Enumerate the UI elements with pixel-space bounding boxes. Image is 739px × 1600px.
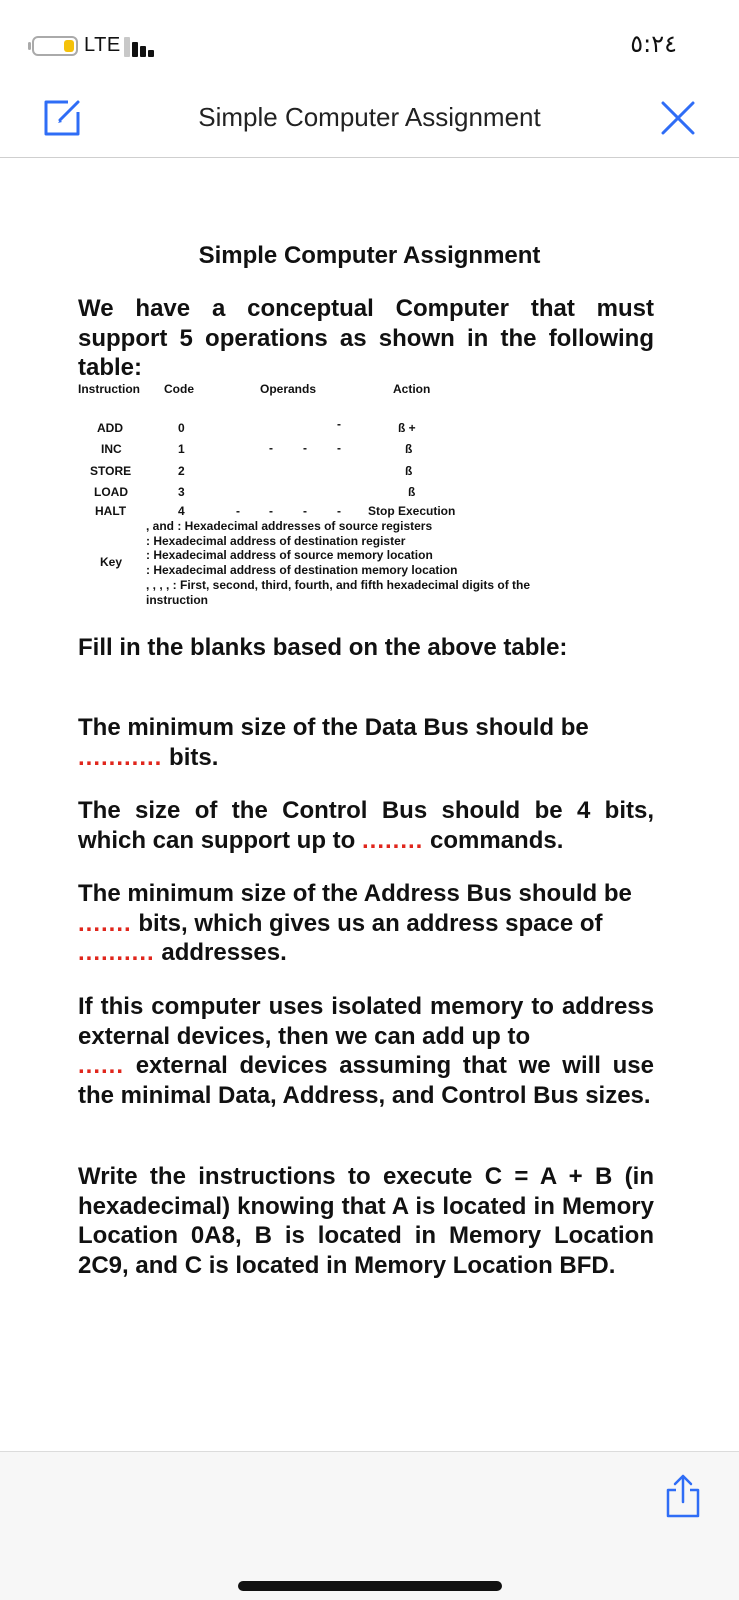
header-title: Simple Computer Assignment [198, 102, 541, 132]
table-cell-instruction: ADD [97, 421, 123, 435]
question-external-devices [78, 992, 654, 1110]
table-cell-code: 4 [178, 504, 185, 518]
clock: ٥:٢٤ [630, 30, 677, 58]
share-button[interactable] [664, 1474, 702, 1518]
status-bar [0, 0, 739, 80]
table-cell-action: ß [408, 485, 416, 499]
question-text: addresses. [154, 939, 287, 966]
table-cell-operand: - [337, 417, 341, 431]
answer-blank: ...... [78, 1052, 125, 1079]
network-type: LTE [84, 34, 121, 56]
table-key-label: Key [100, 555, 123, 569]
key-line: : Hexadecimal address of destination register [146, 533, 406, 548]
fill-instruction: Fill in the blanks based on the above table: [78, 634, 568, 661]
table-cell-code: 3 [178, 485, 185, 499]
answer-blank: ........... [78, 743, 163, 771]
table-cell-operand: - [337, 441, 341, 455]
question-text: commands. [423, 826, 564, 854]
table-header-code: Code [164, 382, 194, 396]
question-control-bus [78, 796, 654, 855]
question-text: bits. [162, 743, 219, 771]
table-cell-code: 1 [178, 442, 185, 456]
key-line: instruction [146, 592, 208, 607]
table-cell-operand: - [303, 441, 307, 455]
table-cell-action: ß [405, 464, 413, 478]
document-viewer[interactable] [0, 160, 739, 1450]
close-button[interactable] [660, 100, 696, 136]
table-cell-instruction: HALT [95, 504, 127, 518]
question-text: external devices assuming that we will use the minimal Data, Address, and Control Bus sizes. [78, 1052, 654, 1109]
table-cell-action: ß [405, 442, 413, 456]
table-cell-operand: - [337, 504, 341, 518]
table-cell-action: ß + [398, 421, 416, 435]
table-cell-action: Stop Execution [368, 504, 456, 518]
question-text: bits, which gives us an address space of [131, 909, 603, 937]
home-indicator[interactable] [238, 1581, 502, 1591]
table-cell-code: 2 [178, 464, 185, 478]
answer-blank: ........ [362, 826, 424, 854]
question-address-bus [78, 879, 654, 968]
table-header-instruction: Instruction [78, 382, 140, 396]
bottom-toolbar [0, 1451, 739, 1600]
question-instructions: Write the instructions to execute C = A + B (in hexadecimal) knowing that A is located in Memory Location 0A8, B is located in Memory Location 2C9, and C is located in Memory Location BFD. [78, 1163, 654, 1279]
table-header-operands: Operands [260, 382, 317, 396]
question-text: The minimum size of the Address Bus should be [78, 880, 632, 907]
question-text: The minimum size of the Data Bus should be [78, 714, 589, 741]
key-line: , and : Hexadecimal addresses of source registers [146, 519, 433, 533]
table-cell-code: 0 [178, 421, 185, 435]
battery-level [64, 40, 74, 52]
table-cell-operand: - [269, 441, 273, 455]
battery-icon [32, 36, 78, 56]
intro-paragraph: We have a conceptual Computer that must support 5 operations as shown in the following table: [78, 295, 654, 381]
question-text: If this computer uses isolated memory to address external devices, then we can add up to [78, 993, 654, 1050]
key-line: : Hexadecimal address of source memory location [146, 548, 433, 563]
share-icon [664, 1474, 702, 1518]
table-cell-operand: - [236, 504, 240, 518]
key-line: : Hexadecimal address of destination memory location [146, 563, 458, 578]
question-data-bus [78, 713, 654, 772]
battery-nub [28, 42, 31, 50]
document-title: Simple Computer Assignment [198, 242, 541, 269]
table-cell-instruction: STORE [90, 464, 132, 478]
navigation-header [0, 80, 739, 158]
table-cell-operand: - [303, 504, 307, 518]
table-cell-operand: - [269, 504, 273, 518]
answer-blank: ....... [78, 909, 132, 937]
close-icon [660, 100, 696, 136]
answer-blank: .......... [78, 939, 155, 966]
table-header-action: Action [393, 382, 431, 396]
table-key-lines [146, 519, 530, 607]
key-line: , , , , : First, second, third, fourth, and fifth hexadecimal digits of the [146, 577, 531, 592]
signal-strength-icon [124, 37, 158, 57]
question-text: The size of the Control Bus should be 4 bits, which can support up to [78, 797, 654, 854]
table-cell-instruction: LOAD [94, 485, 128, 499]
table-cell-instruction: INC [101, 442, 122, 456]
